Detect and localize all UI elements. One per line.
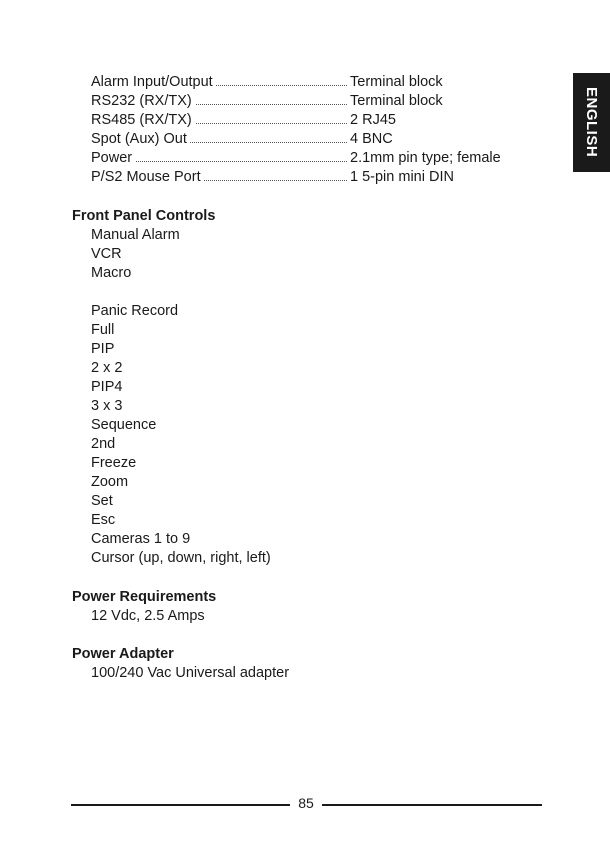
spec-label: Spot (Aux) Out (91, 130, 190, 149)
spec-row (91, 73, 511, 92)
spec-label: RS232 (RX/TX) (91, 92, 195, 111)
list-item: 2 x 2 (91, 360, 123, 376)
list-item: Sequence (91, 417, 157, 433)
spec-value: 1 5-pin mini DIN (350, 169, 454, 185)
list-item: Full (91, 322, 115, 338)
list-item: Zoom (91, 474, 129, 490)
spec-table (91, 73, 511, 187)
list-item: Cursor (up, down, right, left) (91, 550, 271, 566)
spec-value: 2.1mm pin type; female (350, 150, 501, 166)
section-heading: Power Adapter (72, 646, 174, 662)
list-item: PIP (91, 341, 115, 357)
list-item: 100/240 Vac Universal adapter (91, 665, 290, 681)
power-adapter-list (72, 664, 532, 683)
spec-row (91, 149, 511, 168)
list-item: Esc (91, 512, 116, 528)
list-spacer (91, 283, 532, 302)
spec-value: 4 BNC (350, 131, 393, 147)
footer-rule-left (71, 804, 290, 806)
list-item: Macro (91, 265, 132, 281)
front-panel-section (72, 207, 532, 568)
spec-value: 2 RJ45 (350, 112, 396, 128)
front-panel-list (72, 226, 532, 568)
spec-row (91, 130, 511, 149)
list-item: Set (91, 493, 113, 509)
language-tab (573, 73, 610, 172)
power-requirements-section (72, 588, 532, 626)
spec-label: Power (91, 149, 135, 168)
list-item: 12 Vdc, 2.5 Amps (91, 608, 205, 624)
list-item: VCR (91, 246, 122, 262)
footer-rule-right (322, 804, 542, 806)
spec-label: RS485 (RX/TX) (91, 111, 195, 130)
spec-row (91, 111, 511, 130)
list-item: Panic Record (91, 303, 179, 319)
list-item: 3 x 3 (91, 398, 123, 414)
spec-value: Terminal block (350, 74, 443, 90)
power-adapter-section (72, 645, 532, 683)
list-item: PIP4 (91, 379, 123, 395)
list-item: Cameras 1 to 9 (91, 531, 191, 547)
spec-row (91, 92, 511, 111)
list-item: Freeze (91, 455, 137, 471)
list-item: 2nd (91, 436, 116, 452)
section-heading: Front Panel Controls (72, 208, 216, 224)
section-heading: Power Requirements (72, 589, 217, 605)
spec-label: Alarm Input/Output (91, 73, 216, 92)
spec-row (91, 168, 511, 187)
list-item: Manual Alarm (91, 227, 180, 243)
page-number: 85 (298, 795, 314, 811)
spec-label: P/S2 Mouse Port (91, 168, 204, 187)
spec-value: Terminal block (350, 93, 443, 109)
language-tab-label: ENGLISH (583, 87, 600, 158)
power-requirements-list (72, 607, 532, 626)
